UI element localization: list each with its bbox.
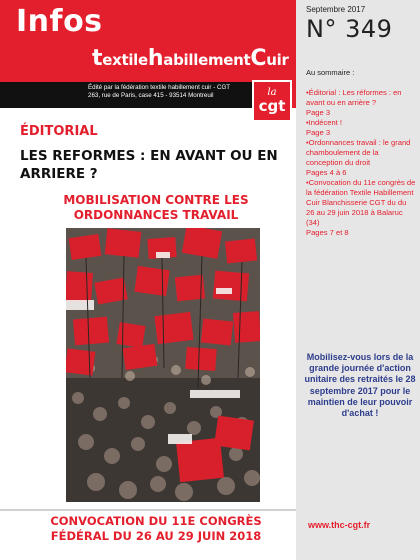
summary-title: Au sommaire : — [306, 68, 355, 77]
summary-list — [306, 88, 416, 238]
congress-headline[interactable]: CONVOCATION DU 11E CONGRÈS FÉDÉRAL DU 26 AU 29 JUIN 2018 — [50, 514, 262, 543]
publisher-info: Édité par la fédération textile habillement cuir - CGT 263, rue de Paris, case 415 - 93514 Montreuil — [88, 84, 231, 99]
demonstration-photo — [66, 228, 260, 502]
retirees-callout: Mobilisez-vous lors de la grande journée d'action unitaire des retraités le 28 septembre 2017 pour le maintien de leur pouvoir d'achat ! — [304, 352, 416, 419]
website-link[interactable]: www.thc-cgt.fr — [308, 520, 371, 530]
summary-item[interactable]: •Convocation du 11e congrès de la fédération Textile Habillement Cuir Blanchisserie CGT du du 26 au 29 juin 2018 à Balaruc (34) Pages 7 et 8 — [306, 178, 416, 237]
newsletter-title: Infos — [16, 4, 103, 39]
divider — [0, 509, 296, 511]
issue-date: Septembre 2017 — [306, 5, 366, 14]
summary-item[interactable]: •Ordonnances travail : le grand chamboulement de la conception du droit Pages 4 à 6 — [306, 138, 411, 177]
editorial-headline[interactable]: LES REFORMES : EN AVANT OU EN ARRIERE ? — [20, 148, 278, 182]
editorial-label: ÉDITORIAL — [20, 124, 98, 139]
summary-item[interactable]: •Éditorial : Les réformes : en avant ou en arrière ? Page 3 — [306, 88, 402, 117]
feature-headline[interactable]: MOBILISATION CONTRE LES ORDONNANCES TRAVAIL — [63, 193, 249, 222]
summary-item[interactable]: •Indécent ! Page 3 — [306, 118, 343, 137]
cgt-logo: la cgt — [252, 80, 292, 122]
federation-brand: textilehabillementCuir — [92, 46, 289, 71]
sidebar — [296, 0, 420, 560]
issue-number: N° 349 — [306, 15, 393, 43]
